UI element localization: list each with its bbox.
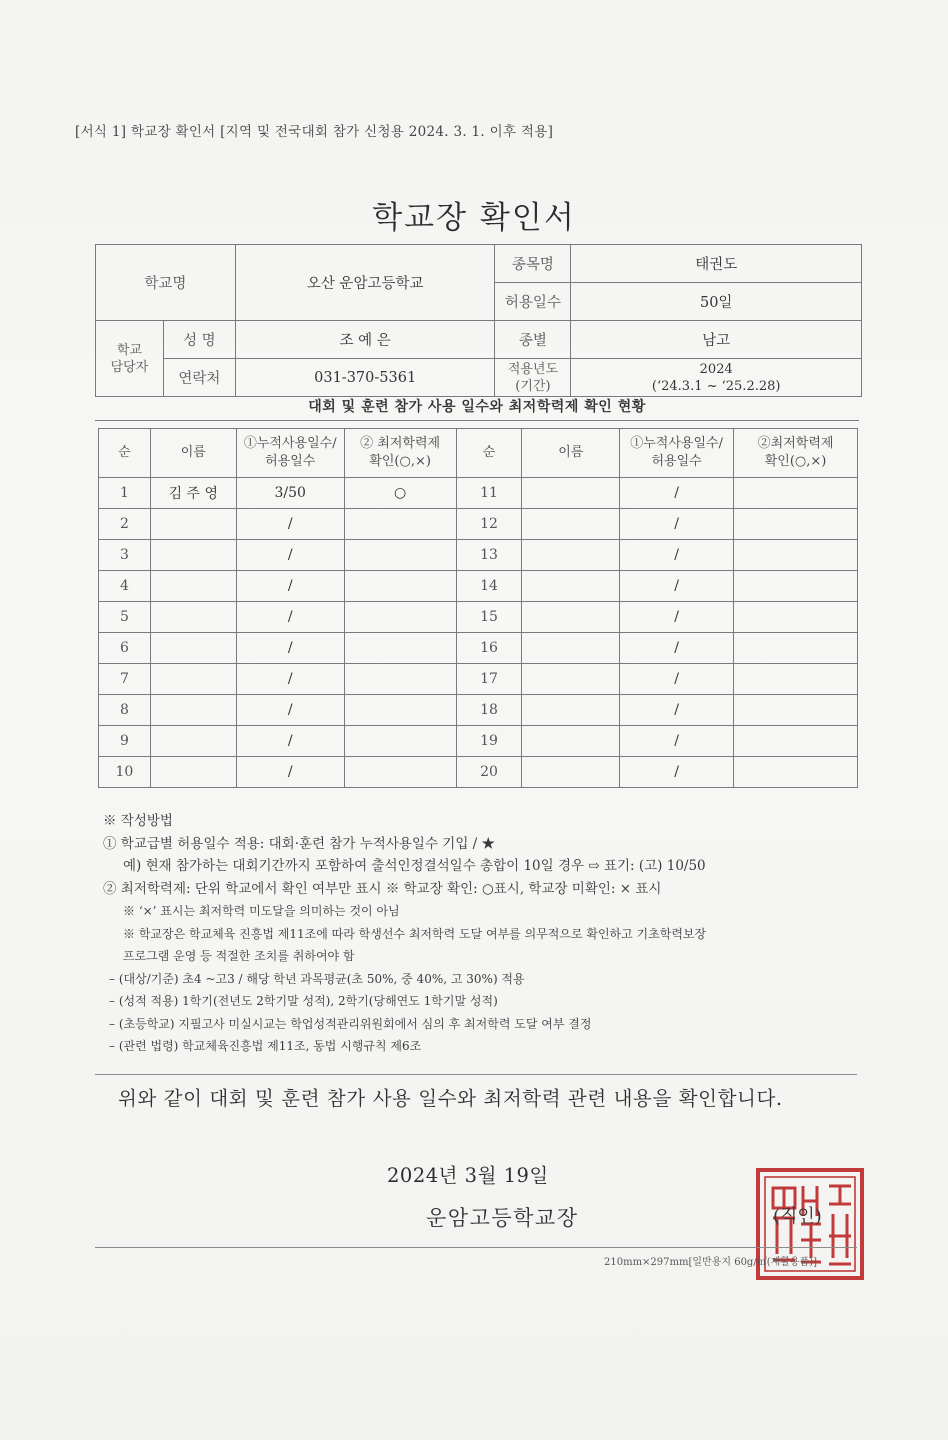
contact-person-label <box>96 321 164 397</box>
notes-line-3: ② 최저학력제: 단위 학교에서 확인 여부만 표시 ※ 학교장 확인: ○표시, 학교장 미확인: × 표시 <box>103 880 662 897</box>
row-grade: ○ <box>344 478 456 509</box>
row-no: 2 <box>99 509 151 540</box>
school-value: 오산 운암고등학교 <box>235 245 495 321</box>
header-days-2: 허용일수 <box>265 454 316 469</box>
row-grade <box>344 571 456 602</box>
notes-line-2: 예) 현재 참가하는 대회기간까지 포함하여 출석인정결석일수 총합이 10일 경우 ⇨ 표기: (고) 10/50 <box>123 858 706 874</box>
row-grade-right <box>734 509 858 540</box>
row-name: 김 주 영 <box>150 478 236 509</box>
name-value: 조 예 은 <box>235 321 495 359</box>
row-days-right: / <box>620 540 734 571</box>
event-label: 종목명 <box>495 245 571 283</box>
row-days: / <box>236 571 344 602</box>
table-row <box>99 695 858 726</box>
header-days-right-1: ①누적사용일수/ <box>630 436 723 451</box>
row-days: / <box>236 664 344 695</box>
header-name-right: 이름 <box>522 429 620 478</box>
row-grade <box>344 509 456 540</box>
row-name-right <box>522 695 620 726</box>
table-row <box>99 633 858 664</box>
school-info-table <box>95 244 862 397</box>
section-title: 대회 및 훈련 참가 사용 일수와 최저학력제 확인 현황 <box>95 396 859 421</box>
notes-line-9: – (초등학교) 지필고사 미실시교는 학업성적관리위원회에서 심의 후 최저학력 도달 여부 결정 <box>109 1016 592 1031</box>
phone-value: 031-370-5361 <box>235 359 495 397</box>
header-name: 이름 <box>150 429 236 478</box>
row-name <box>150 571 236 602</box>
header-days-right-2: 허용일수 <box>651 454 702 469</box>
year-value <box>571 359 862 397</box>
row-grade-right <box>734 540 858 571</box>
table-body <box>99 478 858 788</box>
row-days-right: / <box>620 571 734 602</box>
row-days-right: / <box>620 757 734 788</box>
header-days <box>236 429 344 478</box>
row-days: 3/50 <box>236 478 344 509</box>
row-grade-right <box>734 602 858 633</box>
notes-line-6: 프로그램 운영 등 적절한 조치를 취하여야 함 <box>123 949 355 963</box>
header-no: 순 <box>99 429 151 478</box>
notes-line-10: – (관련 법령) 학교체육진흥법 제11조, 동법 시행규칙 제6조 <box>109 1039 422 1053</box>
row-days: / <box>236 726 344 757</box>
row-no: 3 <box>99 540 151 571</box>
contact-person-label-1: 학교 <box>116 342 143 358</box>
form-label: [서식 1] 학교장 확인서 [지역 및 전국대회 참가 신청용 2024. 3. 1. 이후 적용] <box>75 124 554 140</box>
divider-bottom <box>95 1247 857 1248</box>
name-label: 성 명 <box>163 321 235 359</box>
days-value: 50일 <box>571 283 862 321</box>
row-no-right: 12 <box>456 509 522 540</box>
row-no: 4 <box>99 571 151 602</box>
row-name-right <box>522 757 620 788</box>
days-label: 허용일수 <box>495 283 571 321</box>
header-days-right <box>620 429 734 478</box>
row-days: / <box>236 633 344 664</box>
row-no-right: 17 <box>456 664 522 695</box>
row-no: 8 <box>99 695 151 726</box>
row-name <box>150 602 236 633</box>
row-grade-right <box>734 478 858 509</box>
row-days-right: / <box>620 664 734 695</box>
row-name-right <box>522 664 620 695</box>
row-no: 5 <box>99 602 151 633</box>
row-days-right: / <box>620 602 734 633</box>
row-grade <box>344 757 456 788</box>
row-no: 1 <box>99 478 151 509</box>
row-days: / <box>236 757 344 788</box>
row-no-right: 11 <box>456 478 522 509</box>
category-label: 종별 <box>495 321 571 359</box>
year-value-2: (‘24.3.1 ~ ‘25.2.28) <box>651 378 781 394</box>
principal-title: 운암고등학교장 <box>426 1206 579 1230</box>
row-grade <box>344 695 456 726</box>
row-no-right: 13 <box>456 540 522 571</box>
row-grade-right <box>734 664 858 695</box>
row-days-right: / <box>620 633 734 664</box>
header-days-1: ①누적사용일수/ <box>243 436 337 451</box>
notes-line-7: – (대상/기준) 초4 ~고3 / 해당 학년 과목평균(초 50%, 중 40%, 고 30%) 적용 <box>109 971 525 986</box>
issue-date: 2024년 3월 19일 <box>387 1164 549 1187</box>
row-no: 10 <box>99 757 151 788</box>
phone-label: 연락처 <box>163 359 235 397</box>
event-value: 태권도 <box>571 245 862 283</box>
row-grade <box>344 602 456 633</box>
row-name <box>150 726 236 757</box>
row-days: / <box>236 695 344 726</box>
row-no-right: 19 <box>456 726 522 757</box>
notes-heading: ※ 작성방법 <box>103 813 173 829</box>
contact-person-label-2: 담당자 <box>110 359 149 375</box>
header-grade-right <box>734 429 858 478</box>
row-name-right <box>522 633 620 664</box>
row-name-right <box>522 571 620 602</box>
paper-spec-footer: 210mm×297mm[일반용지 60g/㎡(재활용품)] <box>604 1257 818 1268</box>
row-grade <box>344 633 456 664</box>
school-label: 학교명 <box>96 245 236 321</box>
writing-instructions <box>103 810 893 1058</box>
row-days-right: / <box>620 695 734 726</box>
row-no-right: 15 <box>456 602 522 633</box>
row-no: 7 <box>99 664 151 695</box>
row-days: / <box>236 540 344 571</box>
year-value-1: 2024 <box>699 361 733 377</box>
participation-status-table <box>98 428 858 788</box>
table-row <box>99 664 858 695</box>
table-row <box>99 571 858 602</box>
row-no: 6 <box>99 633 151 664</box>
document-title: 학교장 확인서 <box>372 200 576 236</box>
notes-line-4: ※ ‘×’ 표시는 최저학력 미도달을 의미하는 것이 아님 <box>123 904 400 918</box>
row-no-right: 16 <box>456 633 522 664</box>
row-name <box>150 540 236 571</box>
row-name <box>150 664 236 695</box>
row-grade-right <box>734 757 858 788</box>
header-grade-1: ② 최저학력제 <box>360 436 441 451</box>
row-name-right <box>522 602 620 633</box>
row-name <box>150 633 236 664</box>
notes-line-5: ※ 학교장은 학교체육 진흥법 제11조에 따라 학생선수 최저학력 도달 여부를 의무적으로 확인하고 기초학력보장 <box>123 926 707 941</box>
row-grade <box>344 664 456 695</box>
row-no-right: 20 <box>456 757 522 788</box>
notes-line-8: – (성적 적용) 1학기(전년도 2학기말 성적), 2학기(당해연도 1학기말 성적) <box>109 994 498 1008</box>
confirmation-text: 위와 같이 대회 및 훈련 참가 사용 일수와 최저학력 관련 내용을 확인합니다. <box>118 1087 783 1110</box>
header-grade-right-1: ②최저학력제 <box>757 436 834 451</box>
notes-line-1: ① 학교급별 허용일수 적용: 대회·훈련 참가 누적사용일수 기입 / ★ <box>103 835 495 852</box>
table-row <box>99 540 858 571</box>
table-row <box>99 478 858 509</box>
header-grade-2: 확인(○,×) <box>369 454 431 469</box>
row-name <box>150 695 236 726</box>
table-header-row <box>99 429 858 478</box>
header-grade-right-2: 확인(○,×) <box>764 454 827 469</box>
row-name-right <box>522 509 620 540</box>
row-grade-right <box>734 695 858 726</box>
row-days-right: / <box>620 726 734 757</box>
seal-mark-text: (직인) <box>773 1206 822 1227</box>
row-grade <box>344 540 456 571</box>
row-grade-right <box>734 726 858 757</box>
row-no: 9 <box>99 726 151 757</box>
row-name <box>150 509 236 540</box>
row-days-right: / <box>620 509 734 540</box>
table-row <box>99 602 858 633</box>
table-row <box>99 509 858 540</box>
category-value: 남고 <box>571 321 862 359</box>
header-grade <box>344 429 456 478</box>
row-no-right: 14 <box>456 571 522 602</box>
row-name-right <box>522 478 620 509</box>
year-label-2: (기간) <box>515 378 551 394</box>
divider-top <box>95 1074 857 1075</box>
header-no-right: 순 <box>456 429 522 478</box>
row-grade-right <box>734 633 858 664</box>
year-label-1: 적용년도 <box>507 361 559 377</box>
row-name <box>150 757 236 788</box>
row-grade-right <box>734 571 858 602</box>
row-no-right: 18 <box>456 695 522 726</box>
table-row <box>99 757 858 788</box>
row-name-right <box>522 540 620 571</box>
row-name-right <box>522 726 620 757</box>
row-days: / <box>236 602 344 633</box>
row-grade <box>344 726 456 757</box>
table-row <box>99 726 858 757</box>
row-days-right: / <box>620 478 734 509</box>
row-days: / <box>236 509 344 540</box>
year-label <box>495 359 571 397</box>
